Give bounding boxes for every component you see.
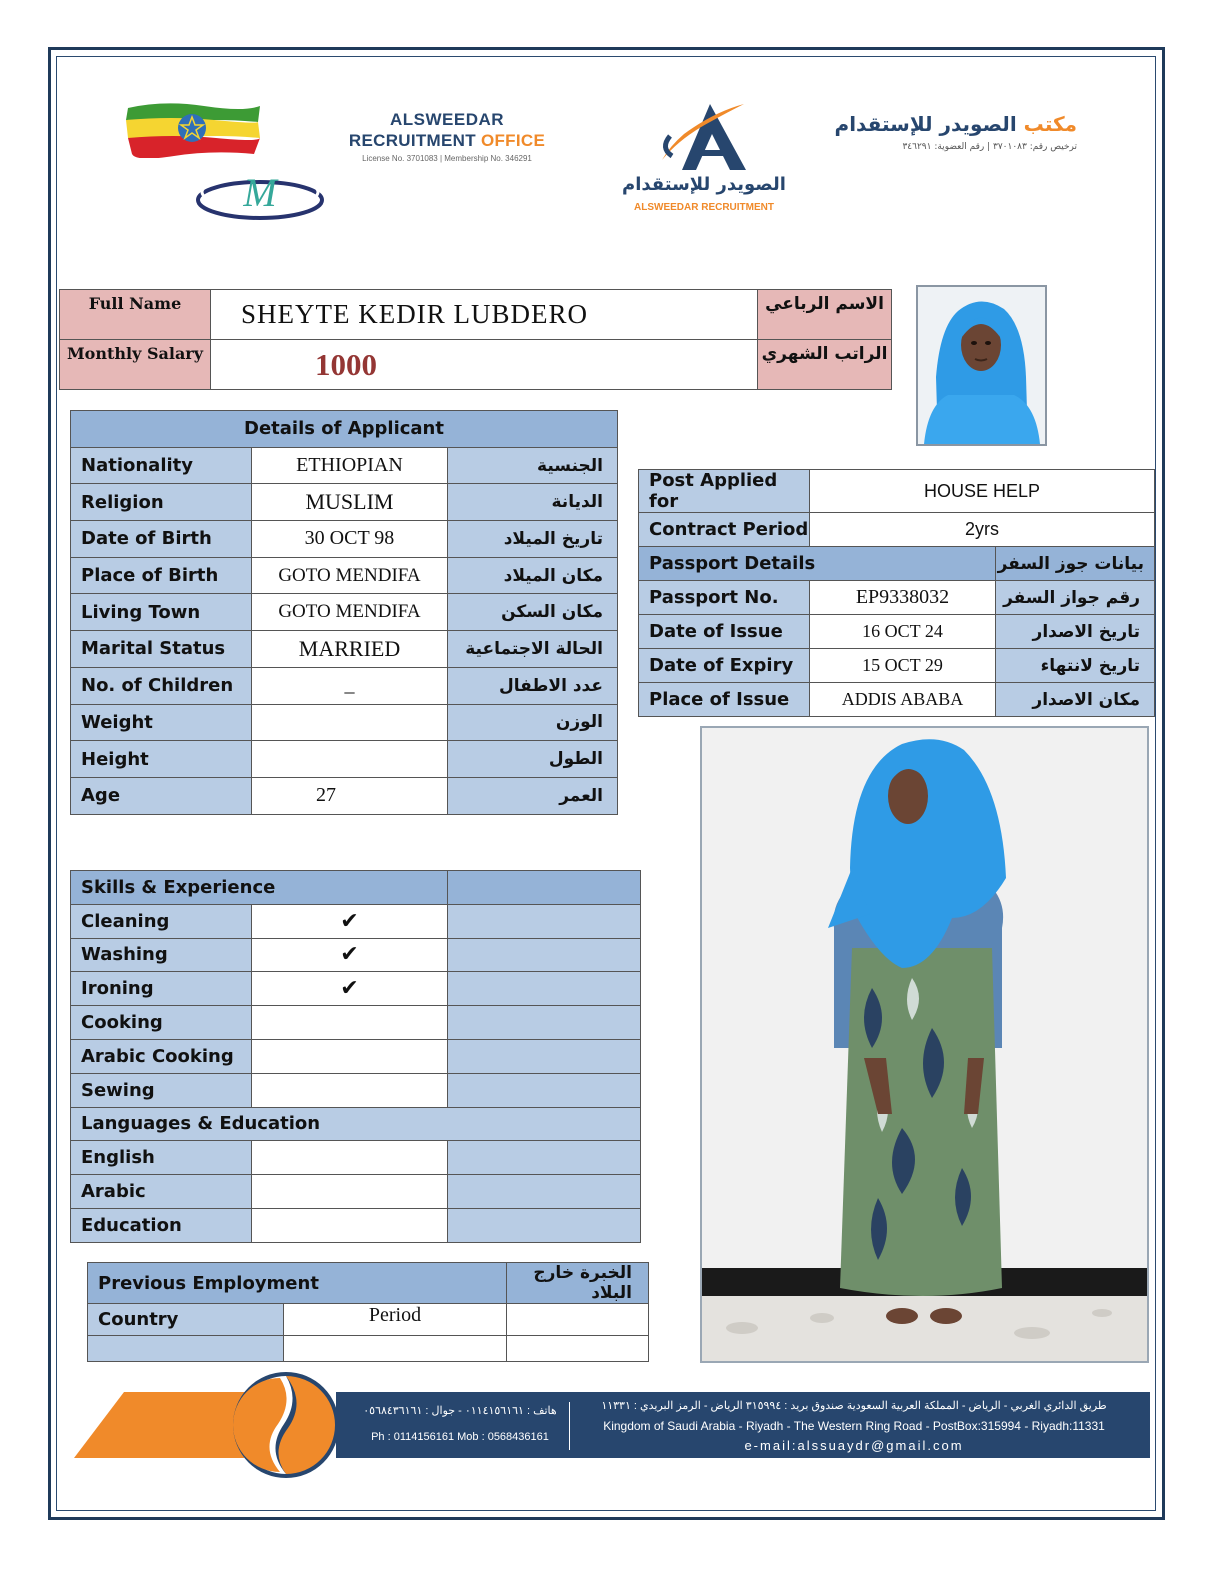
salary-row xyxy=(60,340,892,390)
skill-ironing-label: Ironing xyxy=(71,972,252,1006)
table-row xyxy=(71,1141,641,1175)
passport-header-row xyxy=(639,547,1155,581)
expiry-date-label: Date of Expiry xyxy=(639,649,810,683)
table-row xyxy=(88,1336,649,1362)
table-row xyxy=(639,581,1155,615)
height-label-arabic: الطول xyxy=(448,741,618,778)
education-extra xyxy=(448,1208,641,1242)
children-label-arabic: عدد الاطفال xyxy=(448,667,618,704)
footer-address xyxy=(574,1396,1134,1456)
alsweedar-english-logo xyxy=(336,110,558,163)
previous-employment-table xyxy=(87,1262,649,1362)
m-logo-icon xyxy=(194,170,326,222)
footer xyxy=(74,1372,1150,1478)
details-title: Details of Applicant xyxy=(71,411,618,448)
table-row xyxy=(71,667,618,704)
post-label: Post Applied for xyxy=(639,470,810,513)
skills-header-row xyxy=(71,871,641,905)
table-row xyxy=(71,777,618,814)
skill-ironing-extra xyxy=(448,972,641,1006)
education-label: Education xyxy=(71,1208,252,1242)
table-row xyxy=(71,1006,641,1040)
footer-email: e-mail:alssuaydr@gmail.com xyxy=(744,1438,964,1453)
dob-label-arabic: تاريخ الميلاد xyxy=(448,521,618,558)
table-row xyxy=(71,557,618,594)
place-of-birth-label: Place of Birth xyxy=(71,557,252,594)
logo-license-line: License No. 3701083 | Membership No. 346291 xyxy=(362,154,532,163)
table-row xyxy=(71,904,641,938)
table-row xyxy=(639,649,1155,683)
skills-title: Skills & Experience xyxy=(71,871,448,905)
skills-table xyxy=(70,870,641,1243)
footer-address-english: Kingdom of Saudi Arabia - Riyadh - The Western Ring Road - PostBox:315994 - Riyadh:11331 xyxy=(603,1419,1105,1433)
office-name-arabic-a: مكتب xyxy=(1023,112,1077,136)
skill-arabic-cooking-extra xyxy=(448,1039,641,1073)
table-row xyxy=(71,972,641,1006)
nationality-label-arabic: الجنسية xyxy=(448,447,618,484)
skill-cooking-label: Cooking xyxy=(71,1006,252,1040)
skill-arabic-cooking-label: Arabic Cooking xyxy=(71,1039,252,1073)
table-row xyxy=(88,1304,649,1336)
weight-value xyxy=(252,704,448,741)
place-of-issue-label: Place of Issue xyxy=(639,683,810,717)
weight-label-arabic: الوزن xyxy=(448,704,618,741)
dob-value: 30 OCT 98 xyxy=(252,521,448,558)
passport-no-label: Passport No. xyxy=(639,581,810,615)
passport-no-label-arabic: رقم جواز السفر xyxy=(996,581,1155,615)
table-row xyxy=(71,484,618,521)
skill-washing-extra xyxy=(448,938,641,972)
passport-title-arabic: بيانات جوز السفر xyxy=(996,547,1155,581)
expiry-date-label-arabic: تاريخ لانتهاء xyxy=(996,649,1155,683)
nationality-label: Nationality xyxy=(71,447,252,484)
details-header-row xyxy=(71,411,618,448)
center-logo-english: ALSWEEDAR RECRUITMENT xyxy=(634,202,774,213)
full-name-label: Full Name xyxy=(60,290,211,340)
issue-date-value: 16 OCT 24 xyxy=(810,615,996,649)
place-of-birth-value: GOTO MENDIFA xyxy=(252,557,448,594)
passport-title: Passport Details xyxy=(639,547,996,581)
living-town-label: Living Town xyxy=(71,594,252,631)
skill-washing-check-icon: ✔ xyxy=(252,938,448,972)
salary-label-arabic: الراتب الشهري xyxy=(758,340,892,390)
full-name-value: SHEYTE KEDIR LUBDERO xyxy=(211,290,758,340)
logo-subtitle-part1: RECRUITMENT xyxy=(348,131,476,150)
children-label: No. of Children xyxy=(71,667,252,704)
previous-extra-value xyxy=(507,1336,649,1362)
center-logo-arabic: الصويدر للإستقدام xyxy=(622,174,786,195)
details-table xyxy=(70,410,618,815)
living-town-value: GOTO MENDIFA xyxy=(252,594,448,631)
children-value: _ xyxy=(252,667,448,704)
nationality-value: ETHIOPIAN xyxy=(252,447,448,484)
full-name-label-arabic: الاسم الرباعي xyxy=(758,290,892,340)
logo-title: ALSWEEDAR xyxy=(389,110,505,129)
office-license-arabic: ترخيص رقم: ٣٧٠١٠٨٣ | رقم العضوية: ٣٤٦٢٩١ xyxy=(902,142,1077,152)
lang-english-extra xyxy=(448,1141,641,1175)
previous-title: Previous Employment xyxy=(88,1263,507,1304)
skill-cooking-extra xyxy=(448,1006,641,1040)
footer-separator xyxy=(569,1402,570,1450)
period-value xyxy=(284,1336,507,1362)
skill-arabic-cooking-value xyxy=(252,1039,448,1073)
weight-label: Weight xyxy=(71,704,252,741)
alsweedar-center-logo xyxy=(614,100,794,218)
skill-ironing-check-icon: ✔ xyxy=(252,972,448,1006)
identity-table xyxy=(59,289,892,390)
skill-cleaning-check-icon: ✔ xyxy=(252,904,448,938)
religion-value: MUSLIM xyxy=(252,484,448,521)
salary-value: 1000 xyxy=(211,340,758,390)
age-value: 27 xyxy=(252,777,448,814)
table-row xyxy=(71,1039,641,1073)
living-town-label-arabic: مكان السكن xyxy=(448,594,618,631)
table-row xyxy=(71,631,618,668)
previous-header-row xyxy=(88,1263,649,1304)
marital-status-value: MARRIED xyxy=(252,631,448,668)
footer-phone-english: Ph : 0114156161 Mob : 0568436161 xyxy=(371,1431,549,1443)
religion-label-arabic: الديانة xyxy=(448,484,618,521)
passport-photo xyxy=(916,285,1047,446)
m-logo-letter: M xyxy=(243,170,277,215)
languages-title: Languages & Education xyxy=(71,1107,641,1141)
logo-subtitle xyxy=(336,131,558,151)
languages-header-row xyxy=(71,1107,641,1141)
lang-arabic-label: Arabic xyxy=(71,1175,252,1209)
table-row xyxy=(639,683,1155,717)
lang-arabic-extra xyxy=(448,1175,641,1209)
skill-sewing-extra xyxy=(448,1073,641,1107)
age-label: Age xyxy=(71,777,252,814)
full-name-row xyxy=(60,290,892,340)
table-row xyxy=(71,521,618,558)
height-value xyxy=(252,741,448,778)
marital-status-label-arabic: الحالة الاجتماعية xyxy=(448,631,618,668)
table-row xyxy=(71,1073,641,1107)
age-label-arabic: العمر xyxy=(448,777,618,814)
table-row xyxy=(71,1175,641,1209)
salary-label: Monthly Salary xyxy=(60,340,211,390)
footer-address-arabic: طريق الدائري الغربي - الرياض - المملكة العربية السعودية صندوق بريد : ٣١٥٩٩٤ الرياض - الرمز البريدي : ١١٣٣١ xyxy=(601,1400,1107,1412)
skill-cleaning-extra xyxy=(448,904,641,938)
table-row xyxy=(71,704,618,741)
a-logo-icon xyxy=(614,100,794,176)
ethiopia-flag-icon xyxy=(124,100,262,158)
passport-no-value: EP9338032 xyxy=(810,581,996,615)
post-value: HOUSE HELP xyxy=(810,470,1155,513)
skill-sewing-label: Sewing xyxy=(71,1073,252,1107)
skill-sewing-value xyxy=(252,1073,448,1107)
expiry-date-value: 15 OCT 29 xyxy=(810,649,996,683)
contract-value: 2yrs xyxy=(810,513,1155,547)
marital-status-label: Marital Status xyxy=(71,631,252,668)
lang-english-label: English xyxy=(71,1141,252,1175)
footer-phone-arabic: هاتف : ٠١١٤١٥٦١٦١ - جوال : ٠٥٦٨٤٣٦١٦١ xyxy=(363,1405,557,1417)
previous-title-arabic: الخبرة خارج البلاد xyxy=(507,1263,649,1304)
lang-english-value xyxy=(252,1141,448,1175)
country-value xyxy=(88,1336,284,1362)
table-row xyxy=(71,938,641,972)
footer-logo-icon xyxy=(74,1372,344,1478)
country-label: Country xyxy=(88,1304,284,1336)
table-row xyxy=(71,447,618,484)
logo-subtitle-part2: OFFICE xyxy=(480,131,546,150)
skill-cleaning-label: Cleaning xyxy=(71,904,252,938)
lang-arabic-value xyxy=(252,1175,448,1209)
table-row xyxy=(71,1208,641,1242)
footer-phones xyxy=(360,1398,560,1450)
office-name-arabic-b: الصويدر للإستقدام xyxy=(834,112,1017,136)
arabic-office-logo xyxy=(822,112,1077,152)
height-label: Height xyxy=(71,741,252,778)
place-of-issue-label-arabic: مكان الاصدار xyxy=(996,683,1155,717)
dob-label: Date of Birth xyxy=(71,521,252,558)
issue-date-label: Date of Issue xyxy=(639,615,810,649)
table-row xyxy=(639,470,1155,513)
table-row xyxy=(639,615,1155,649)
table-row xyxy=(71,594,618,631)
table-row xyxy=(639,513,1155,547)
skill-washing-label: Washing xyxy=(71,938,252,972)
issue-date-label-arabic: تاريخ الاصدار xyxy=(996,615,1155,649)
passport-table xyxy=(638,469,1155,717)
education-value xyxy=(252,1208,448,1242)
table-row xyxy=(71,741,618,778)
place-of-birth-label-arabic: مكان الميلاد xyxy=(448,557,618,594)
religion-label: Religion xyxy=(71,484,252,521)
skill-cooking-value xyxy=(252,1006,448,1040)
place-of-issue-value: ADDIS ABABA xyxy=(810,683,996,717)
contract-label: Contract Period xyxy=(639,513,810,547)
period-label: Period xyxy=(284,1304,507,1336)
office-name-arabic xyxy=(822,112,1077,136)
skills-header-empty xyxy=(448,871,641,905)
full-body-photo xyxy=(700,726,1149,1363)
previous-extra-header xyxy=(507,1304,649,1336)
